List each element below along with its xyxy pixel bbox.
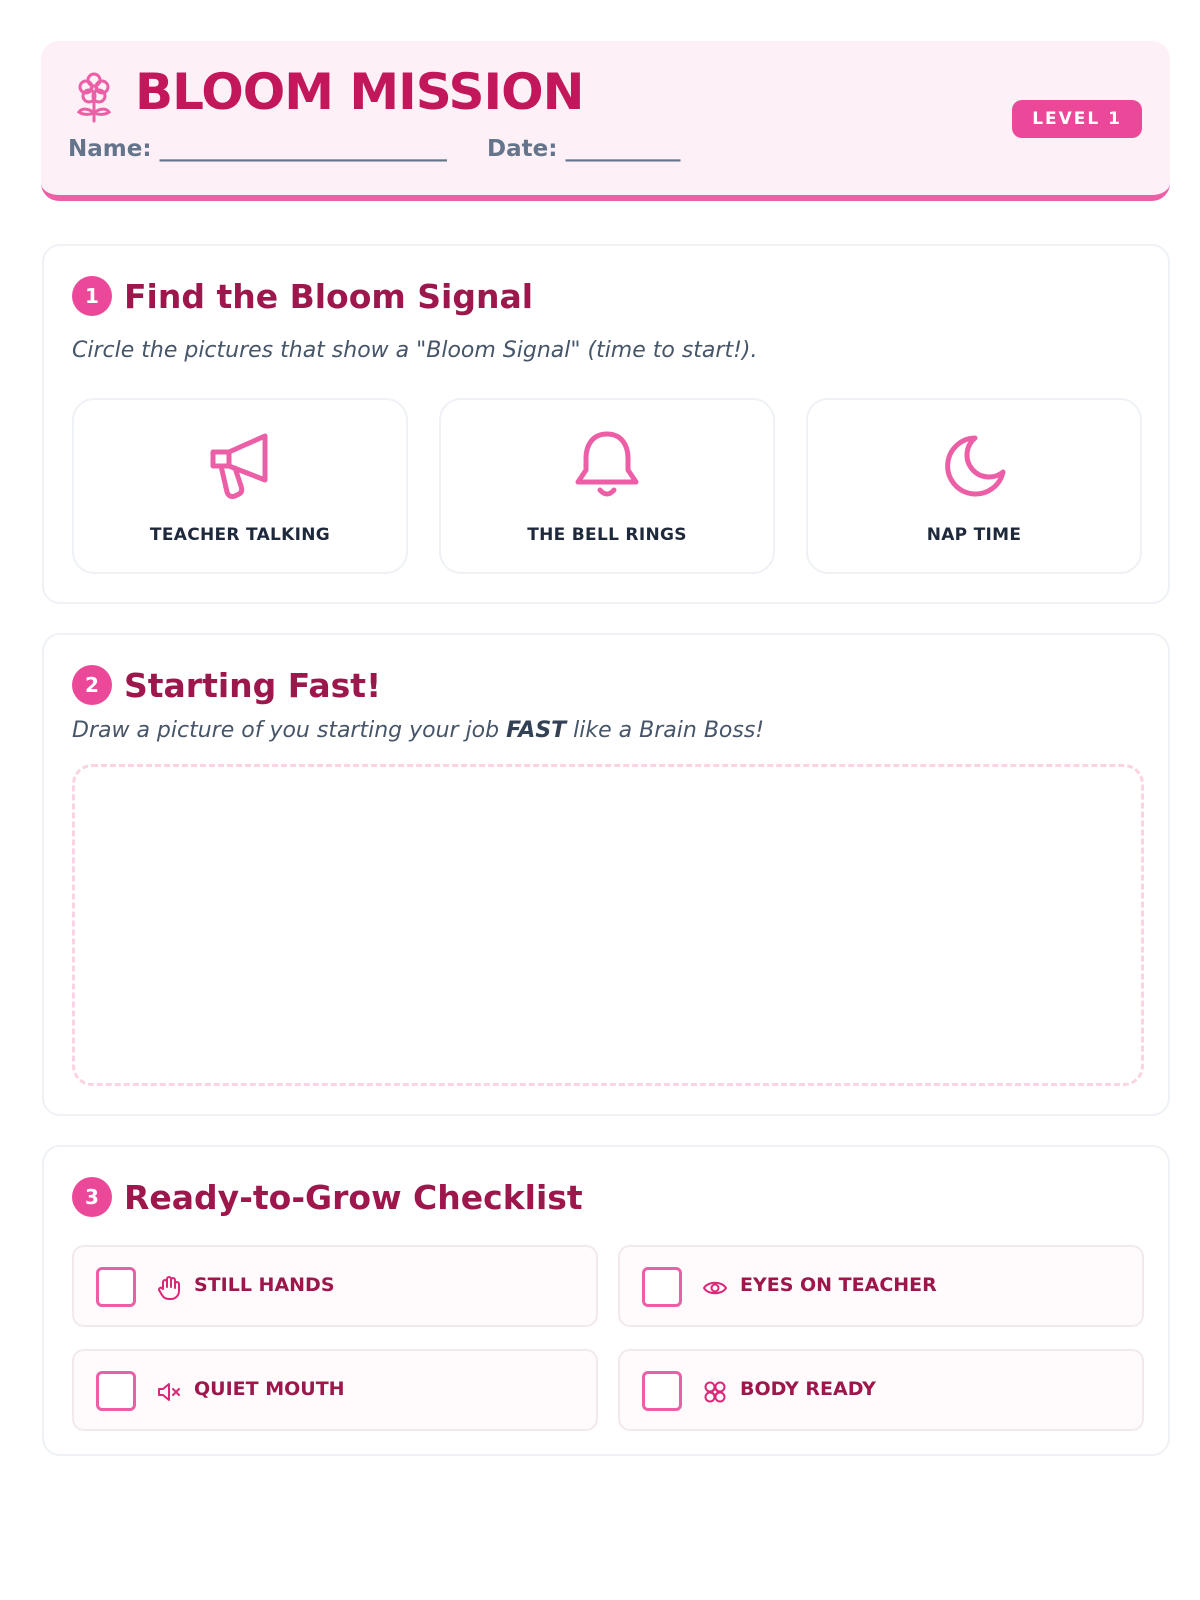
checklist-label: STILL HANDS (194, 1274, 335, 1296)
signal-card-bell-rings[interactable] (439, 398, 775, 574)
flower-icon (73, 71, 115, 123)
moon-icon (939, 430, 1009, 502)
eye-icon (702, 1275, 728, 1301)
checklist-item-still-hands (72, 1245, 598, 1327)
mute-icon (156, 1379, 182, 1405)
checklist-label: BODY READY (740, 1378, 876, 1400)
checklist-label: QUIET MOUTH (194, 1378, 345, 1400)
worksheet-header (41, 41, 1170, 201)
name-field[interactable]: Name: _________________________ (68, 136, 448, 162)
checkbox[interactable] (96, 1371, 136, 1411)
section-ready-to-grow-checklist (42, 1145, 1170, 1456)
signal-card-teacher-talking[interactable] (72, 398, 408, 574)
level-badge: LEVEL 1 (1012, 100, 1142, 138)
section-number: 1 (72, 276, 112, 316)
checklist-label: EYES ON TEACHER (740, 1274, 937, 1296)
checklist (72, 1245, 1144, 1435)
section-heading (72, 1177, 583, 1221)
flower-icon (702, 1379, 728, 1405)
checklist-item-body-ready (618, 1349, 1144, 1431)
section-instruction: Circle the pictures that show a "Bloom Signal" (time to start!). (72, 338, 758, 363)
signal-label: TEACHER TALKING (149, 525, 331, 545)
checkbox[interactable] (642, 1267, 682, 1307)
section-heading (72, 276, 533, 320)
signal-cards (72, 398, 1144, 574)
section-number: 2 (72, 665, 112, 705)
section-number: 3 (72, 1177, 112, 1217)
section-title: Starting Fast! (124, 665, 382, 705)
section-starting-fast (42, 633, 1170, 1116)
section-title: Find the Bloom Signal (124, 276, 534, 316)
name-date-fields (68, 136, 680, 162)
page-title: BLOOM MISSION (135, 63, 584, 121)
signal-label: THE BELL RINGS (527, 525, 687, 545)
checkbox[interactable] (96, 1267, 136, 1307)
emphasis-text: FAST (506, 718, 567, 743)
signal-label: NAP TIME (926, 525, 1022, 545)
checklist-item-eyes-on-teacher (618, 1245, 1144, 1327)
hand-icon (156, 1275, 182, 1301)
signal-card-nap-time[interactable] (806, 398, 1142, 574)
section-instruction: Draw a picture of you starting your job FAST like a Brain Boss! (72, 718, 765, 743)
section-find-bloom-signal (42, 244, 1170, 604)
date-field[interactable]: Date: __________ (487, 136, 681, 162)
section-heading (72, 665, 381, 709)
bell-icon (572, 430, 642, 502)
section-title: Ready-to-Grow Checklist (124, 1177, 583, 1217)
checkbox[interactable] (642, 1371, 682, 1411)
megaphone-icon (205, 430, 275, 502)
checklist-item-quiet-mouth (72, 1349, 598, 1431)
drawing-area[interactable] (72, 764, 1144, 1086)
